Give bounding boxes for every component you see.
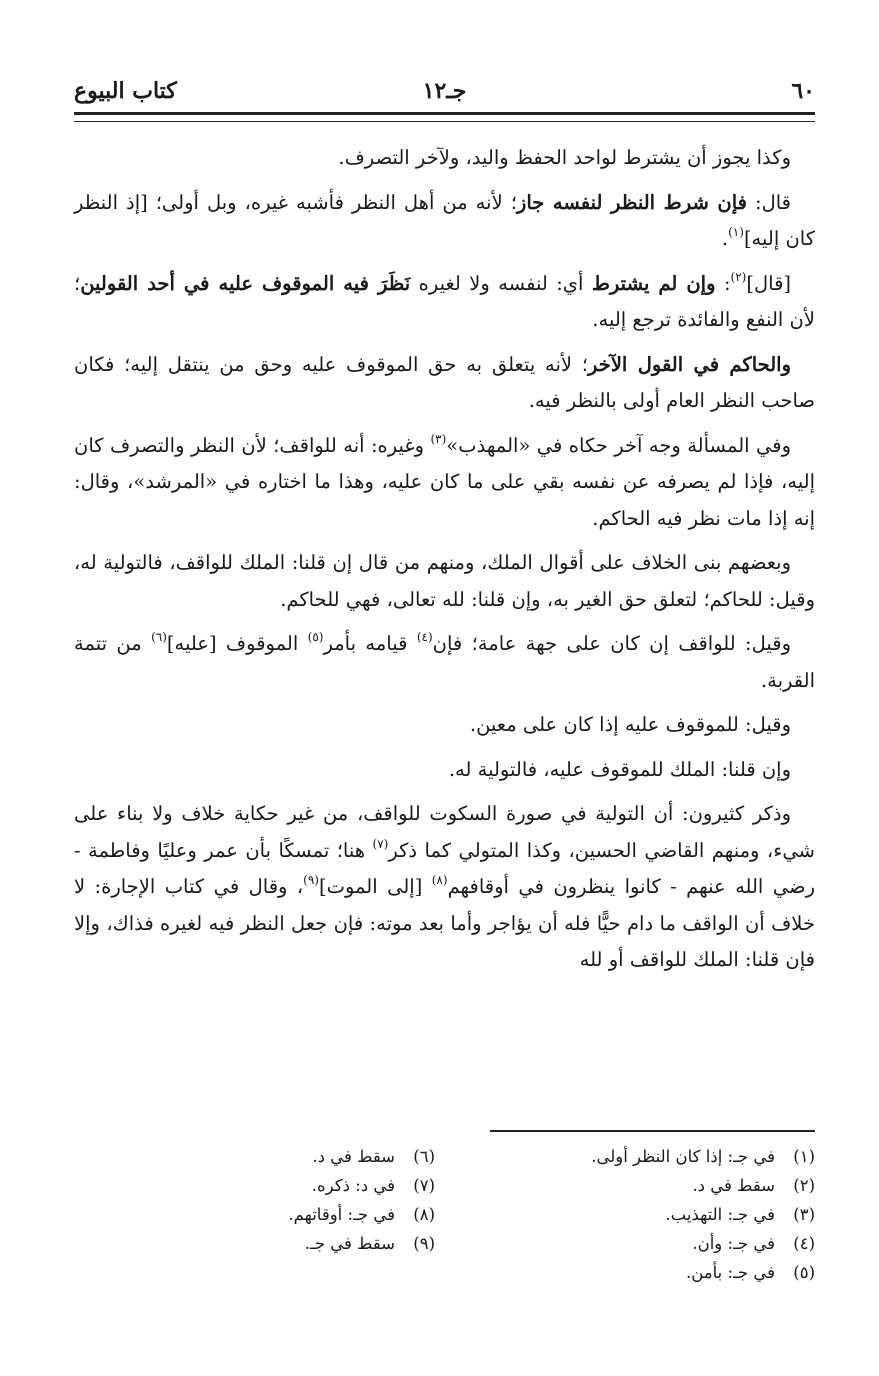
footnote-item xyxy=(105,1200,435,1229)
bold-run: نَظَرَ فيه الموقوف عليه في أحد القولين xyxy=(80,271,411,295)
footnote-item xyxy=(485,1171,815,1200)
text-run: : xyxy=(715,271,731,295)
footnote-item xyxy=(485,1258,815,1287)
footnotes-column-left xyxy=(105,1142,435,1258)
text-run: [إلى الموت] xyxy=(318,875,432,898)
text-run: ؛ لأن النفع والفائدة ترجع إليه. xyxy=(74,271,815,331)
footnote-separator xyxy=(490,1130,815,1132)
footnote-item xyxy=(105,1142,435,1171)
paragraph-6 xyxy=(74,545,815,618)
text-run: وإن قلنا: الملك للموقوف عليه، فالتولية له. xyxy=(448,757,791,781)
footnote-ref: (٨) xyxy=(431,873,448,887)
paragraph-2 xyxy=(74,185,815,258)
text-run: ؛ لأنه من أهل النظر فأشبه غيره، وبل أولى؛ [إذ النظر كان إليه] xyxy=(74,190,815,250)
text-run: هنا؛ تمسكًا بأن عمر وعليًا وفاطمة - رضي الله عنهم - كانوا ينظرون في أوقافهم xyxy=(74,838,815,898)
running-header xyxy=(74,76,815,110)
footnote-item xyxy=(485,1200,815,1229)
footnote-item xyxy=(105,1229,435,1258)
footnote-number: (٨) xyxy=(413,1205,435,1224)
bold-run: فإن شرط النظر لنفسه جاز xyxy=(516,190,747,214)
text-run: قال: xyxy=(746,190,791,214)
footnote-number: (١) xyxy=(793,1147,815,1166)
text-run: . xyxy=(721,227,729,250)
footnote-text: في د: ذكره. xyxy=(311,1176,395,1195)
paragraph-7 xyxy=(74,626,815,699)
bold-run: والحاكم في القول الآخر xyxy=(588,352,791,376)
footnote-number: (٧) xyxy=(413,1176,435,1195)
text-run: ؛ لأنه يتعلق به حق الموقوف عليه وحق من ينتقل إليه؛ فكان صاحب النظر العام أولى بالنظر فيه. xyxy=(74,352,815,412)
text-run: قيامه بأمر xyxy=(323,632,417,655)
volume-label: جـ١٢ xyxy=(422,78,467,104)
text-run: وقيل: للموقوف عليه إذا كان على معين. xyxy=(469,713,791,736)
main-text xyxy=(74,140,815,987)
text-run: أي: لنفسه ولا لغيره xyxy=(410,271,592,295)
text-run: [قال] xyxy=(746,271,792,295)
text-run: وبعضهم بنى الخلاف على أقوال الملك، ومنهم من قال إن قلنا: الملك للواقف، فالتولية له، وقيل: للحاكم؛ لتعلق حق الغير به، وإن قلنا: لله تعالى، فهي للحاكم. xyxy=(74,551,815,611)
footnote-text: في جـ: التهذيب. xyxy=(665,1205,775,1224)
footnote-number: (٣) xyxy=(793,1205,815,1224)
footnote-item xyxy=(485,1142,815,1171)
footnote-text: في جـ: أوقاتهم. xyxy=(288,1205,395,1224)
paragraph-3 xyxy=(74,266,815,339)
footnote-text: في جـ: وأن. xyxy=(692,1234,775,1253)
footnote-ref: (٣) xyxy=(430,431,447,446)
paragraph-9 xyxy=(74,752,815,789)
paragraph-5 xyxy=(74,428,815,538)
footnote-text: في جـ: إذا كان النظر أولى. xyxy=(591,1147,775,1166)
paragraph-10 xyxy=(74,796,815,979)
footnote-number: (٢) xyxy=(793,1176,815,1195)
text-run: من تتمة القربة. xyxy=(74,632,815,692)
text-run: وغيره: أنه للواقف؛ لأن النظر والتصرف كان إليه، فإذا لم يصرفه عن نفسه بقي على ما كان عليه، وهذا ما اختاره في «المرشد»، وقال: إنه إذا مات نظر فيه الحاكم. xyxy=(74,433,815,530)
footnote-number: (٤) xyxy=(793,1234,815,1253)
paragraph-8 xyxy=(74,707,815,744)
footnote-number: (٥) xyxy=(793,1263,815,1282)
footnote-text: سقط في جـ. xyxy=(304,1234,395,1253)
footnotes-column-right xyxy=(485,1142,815,1287)
footnote-number: (٦) xyxy=(413,1147,435,1166)
footnote-ref: (٥) xyxy=(307,630,324,644)
footnote-item xyxy=(105,1171,435,1200)
text-run: ، وقال في كتاب الإجارة: لا خلاف أن الواقف ما دام حيًّا فله أن يؤاجر وأما بعد موته: فإن جعل النظر فيه لغيره فذاك، وإلا فإن قلنا: الملك للواقف أو لله xyxy=(74,875,815,971)
footnote-ref: (٢) xyxy=(730,269,747,284)
text-run: وذكر كثيرون: أن التولية في صورة السكوت للواقف، من غير حكاية خلاف ولا بناء على شيء، ومنهم القاضي الحسين، وكذا المتولي كما ذكر xyxy=(74,802,815,862)
paragraph-4 xyxy=(74,347,815,420)
footnote-number: (٩) xyxy=(413,1234,435,1253)
bold-run: وإن لم يشترط xyxy=(591,271,716,295)
footnote-item xyxy=(485,1229,815,1258)
paragraph-1 xyxy=(74,140,815,177)
footnote-ref: (٤) xyxy=(416,630,433,644)
footnote-text: سقط في د. xyxy=(312,1147,395,1166)
footnote-ref: (٧) xyxy=(372,836,389,851)
footnote-text: في جـ: بأمن. xyxy=(686,1263,775,1282)
footnote-ref: (٩) xyxy=(303,873,319,887)
header-rule xyxy=(74,112,815,122)
footnote-ref: (١) xyxy=(728,225,744,239)
page-number: ٦٠ xyxy=(791,78,815,104)
text-run: وكذا يجوز أن يشترط لواحد الحفظ واليد، ولآخر التصرف. xyxy=(338,146,791,169)
book-title: كتاب البيوع xyxy=(74,78,177,104)
text-run: الموقوف [عليه] xyxy=(166,632,308,655)
text-run: وفي المسألة وجه آخر حكاه في «المهذب» xyxy=(446,433,792,457)
footnote-text: سقط في د. xyxy=(692,1176,775,1195)
text-run: وقيل: للواقف إن كان على جهة عامة؛ فإن xyxy=(432,632,791,655)
footnote-ref: (٦) xyxy=(151,630,167,644)
